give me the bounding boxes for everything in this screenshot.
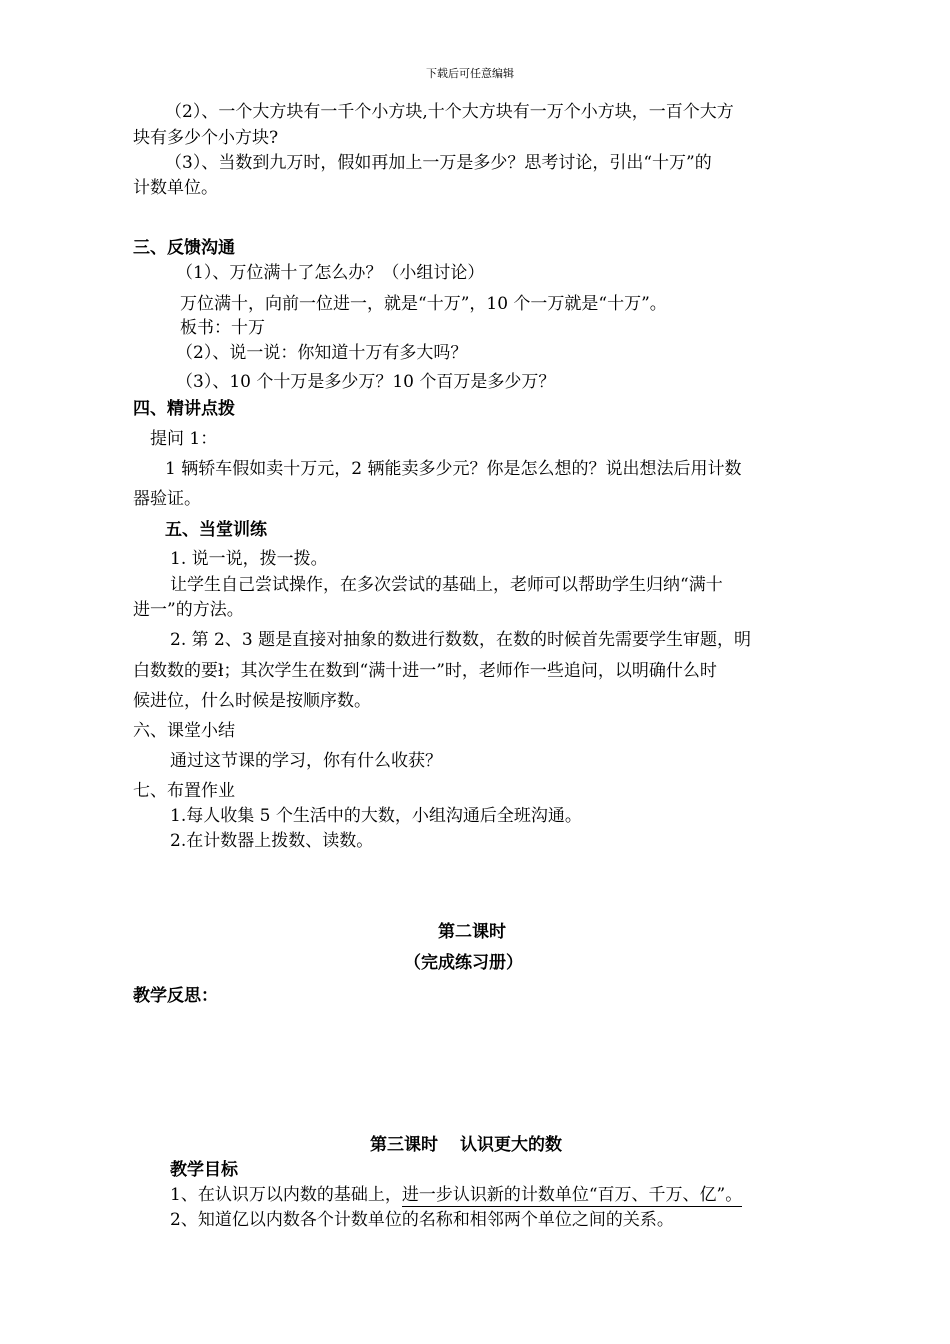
paragraph-line: 2. 第 2、3 题是直接对抽象的数进行数数，在数的时候首先需要学生审题，明 bbox=[170, 630, 752, 650]
section-heading-practice: 五、当堂训练 bbox=[165, 520, 267, 540]
paragraph-line: 计数单位。 bbox=[133, 178, 218, 198]
paragraph-line: 进一”的方法。 bbox=[133, 600, 244, 620]
paragraph-line: 万位满十，向前一位进一，就是“十万”，10 个一万就是“十万”。 bbox=[180, 294, 667, 314]
paragraph-line: 候进位，什么时候是按顺序数。 bbox=[133, 691, 371, 711]
goal-item-1-text: 1、在认识万以内数的基础上， bbox=[170, 1185, 402, 1205]
lesson-two-subtitle: （完成练习册） bbox=[404, 953, 523, 973]
section-heading-summary: 六、课堂小结 bbox=[133, 721, 235, 741]
section-heading-homework: 七、布置作业 bbox=[133, 781, 235, 801]
paragraph-line: 板书：十万 bbox=[180, 318, 265, 338]
lesson-two-title: 第二课时 bbox=[438, 922, 506, 942]
paragraph-line: 1. 说一说，拨一拨。 bbox=[170, 549, 328, 569]
paragraph-line: 1.每人收集 5 个生活中的大数，小组沟通后全班沟通。 bbox=[170, 806, 582, 826]
teaching-goals-heading: 教学目标 bbox=[170, 1160, 238, 1180]
lesson-three-title bbox=[370, 1133, 562, 1157]
page-header-note: 下载后可任意编辑 bbox=[426, 67, 514, 80]
paragraph-line: 提问 1： bbox=[150, 429, 218, 449]
paragraph-line: （2）、说一说：你知道十万有多大吗？ bbox=[176, 343, 468, 363]
lesson-three-topic: 认识更大的数 bbox=[460, 1135, 562, 1155]
paragraph-line: （1）、万位满十了怎么办？（小组讨论） bbox=[176, 263, 485, 283]
lesson-three-number: 第三课时 bbox=[370, 1135, 438, 1155]
section-heading-feedback: 三、反馈沟通 bbox=[133, 238, 235, 258]
paragraph-line: 通过这节课的学习，你有什么收获？ bbox=[170, 751, 442, 771]
paragraph-line: （3）、10 个十万是多少万？10 个百万是多少万？ bbox=[176, 372, 556, 392]
paragraph-line: （2）、一个大方块有一千个小方块,十个大方块有一万个小方块，一百个大方 bbox=[165, 102, 734, 122]
paragraph-line: 块有多少个小方块? bbox=[133, 128, 279, 148]
paragraph-line: （3）、当数到九万时，假如再加上一万是多少？思考讨论，引出“十万”的 bbox=[165, 153, 712, 173]
paragraph-line: 白数数的要ł；其次学生在数到“满十进一”时，老师作一些追问，以明确什么时 bbox=[133, 661, 717, 681]
goal-item-2: 2、知道亿以内数各个计数单位的名称和相邻两个单位之间的关系。 bbox=[170, 1210, 674, 1230]
paragraph-line: 器验证。 bbox=[133, 489, 201, 509]
teaching-reflection-label: 教学反思： bbox=[133, 986, 218, 1006]
goal-item-1 bbox=[170, 1183, 742, 1207]
paragraph-line: 让学生自己尝试操作，在多次尝试的基础上，老师可以帮助学生归纳“满十 bbox=[170, 575, 723, 595]
goal-item-1-underlined: 进一步认识新的计数单位“百万、千万、亿”。 bbox=[401, 1185, 743, 1205]
section-heading-explain: 四、精讲点拨 bbox=[133, 399, 235, 419]
paragraph-line: 1 辆轿车假如卖十万元，2 辆能卖多少元？你是怎么想的？说出想法后用计数 bbox=[165, 459, 742, 479]
paragraph-line: 2.在计数器上拨数、读数。 bbox=[170, 831, 374, 851]
